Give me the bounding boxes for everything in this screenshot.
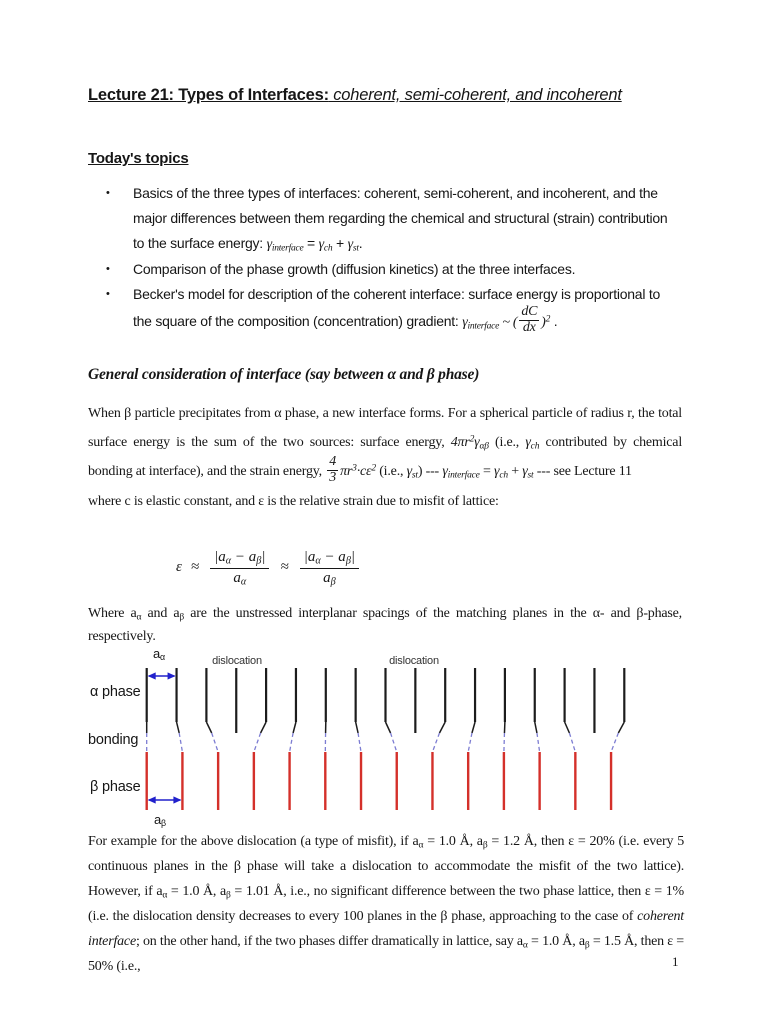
page-title-italic: coherent, semi-coherent, and incoherent: [328, 86, 622, 104]
beta-phase-label: β phase: [90, 779, 141, 795]
a-alpha-label: $a_\alpha$: [153, 646, 165, 663]
alpha-plane-bend: [261, 722, 267, 733]
alpha-plane-bend: [356, 722, 358, 733]
alpha-plane-bend: [535, 722, 537, 733]
alpha-plane-bend: [206, 722, 211, 733]
epsilon-symbol: ε: [176, 559, 182, 576]
list-item: [106, 181, 681, 257]
approx-symbol: ≈: [190, 559, 200, 576]
paragraph-runs: When β particle precipitates from α phase, a new interface forms. For a spherical particle of radius r, the total surface energy is the sum of the two sources: surface energy, $4\pi r^2\gamma_{\alpha\beta}$ (i.e., $\gamma_{ch}$ contributed by chemical bonding at interface), and the strain energy,: [88, 406, 683, 480]
arrowhead-icon: [148, 796, 156, 803]
alpha-phase-label: α phase: [90, 684, 141, 700]
section-heading: General consideration of interface (say between α and β phase): [88, 366, 480, 383]
list-item: [106, 257, 681, 282]
bullet-text-runs: Becker's model for description of the coherent interface: surface energy is proportional to the square of the composition (concentration) gradient:: [133, 286, 660, 329]
alpha-plane-bend: [177, 722, 180, 733]
dislocation-label-1: dislocation: [212, 655, 262, 667]
alpha-plane-bend: [618, 722, 624, 733]
bonding-connector: [254, 733, 261, 752]
arrowhead-icon: [173, 796, 181, 803]
bonding-connector: [569, 733, 575, 752]
paragraph-spacings: Where $a_\alpha$ and $a_\beta$ are the unstressed interplanar spacings of the matching planes in the α- and β-phase, respectively.: [88, 606, 682, 644]
bullet-icon: •: [106, 288, 110, 300]
dislocation-label-2: dislocation: [389, 655, 439, 667]
bullet-text: Basics of the three types of interfaces: coherent, semi-coherent, and incoherent, and the major differences between them regarding the chemical and structural (strain) contribution to the surface energy: $\gamma_{interface} = \gamma_{ch} + \gamma_{st}$.: [133, 185, 668, 254]
bullet-text: Comparison of the phase growth (diffusion kinetics) at the three interfaces.: [133, 261, 576, 277]
bonding-connector: [391, 733, 397, 752]
alpha-plane-bend: [439, 722, 445, 733]
approx-symbol: ≈: [280, 559, 289, 576]
page-title: [88, 86, 698, 105]
bonding-label: bonding: [88, 732, 139, 748]
alpha-plane-bend: [293, 722, 296, 733]
alpha-plane-bend: [472, 722, 475, 733]
paragraph-line: where c is elastic constant, and ε is the relative strain due to misfit of lattice:: [88, 494, 499, 510]
bonding-connector: [537, 733, 540, 752]
bonding-connector: [358, 733, 361, 752]
page-title-bold: Lecture 21: Types of Interfaces:: [88, 86, 329, 104]
arrowhead-icon: [168, 672, 176, 679]
bonding-connector: [432, 733, 439, 752]
misfit-fraction-alpha: $\frac{|a_\alpha - a_\beta|}{a_\alpha}$: [210, 549, 269, 587]
bullet-text: [133, 282, 681, 337]
paragraph-interface-energy: [88, 399, 682, 516]
bonding-connector: [611, 733, 618, 752]
bonding-connector: [212, 733, 218, 752]
paragraph-example: For example for the above dislocation (a type of misfit), if $a_\alpha = 1.0$ Å, $a_\beta = 1.2$ Å, then ε = 20% (i.e. every 5 continuous planes in the β phase will take a dislocation to accommodate the misfit of the two lattice). However, if $a_\alpha = 1.0$ Å, $a_\beta = 1.01$ Å, i.e., no significant difference between the two phase lattice, then ε = 1% (i.e. the dislocation density decreases to every 100 planes in the β phase, approaching to the case of coherent interface; on the other hand, if the two phases differ dramatically in lattice, say $a_\alpha = 1.0$ Å, $a_\beta = 1.5$ Å, then ε = 50% (i.e.,: [88, 834, 685, 974]
epsilon-misfit-equation: [176, 549, 361, 587]
alpha-plane-bend: [565, 722, 570, 733]
bonding-connector: [179, 733, 182, 752]
paragraph-runs: $\pi r^3\cdot c\varepsilon^2$ (i.e., $\gamma_{st}$) --- $\gamma_{interface} = \gamma_{ch} + \gamma_{st}$ --- see Lecture 11: [340, 464, 632, 481]
four-thirds-fraction: $\frac{4}{3}$: [329, 454, 337, 485]
topics-list: [106, 181, 681, 337]
arrowhead-icon: [148, 672, 156, 679]
bonding-connector: [290, 733, 294, 752]
list-item: [106, 282, 681, 337]
bullet-icon: •: [106, 187, 110, 199]
topics-heading: Today's topics: [88, 150, 189, 167]
becker-gradient-formula: $\gamma_{interface}$ ~ ( $\frac{dC}{dx}$ )$^2$ .: [462, 304, 558, 335]
page-number: 1: [672, 954, 679, 969]
bonding-connector: [504, 733, 505, 752]
bonding-connector: [468, 733, 472, 752]
a-beta-label: $a_\beta$: [154, 812, 166, 829]
dc-dx-fraction: $\frac{dC}{dx}$: [521, 304, 538, 335]
alpha-plane-bend: [386, 722, 391, 733]
misfit-fraction-beta: $\frac{|a_\alpha - a_\beta|}{a_\beta}$: [300, 549, 359, 587]
bullet-icon: •: [106, 263, 110, 275]
